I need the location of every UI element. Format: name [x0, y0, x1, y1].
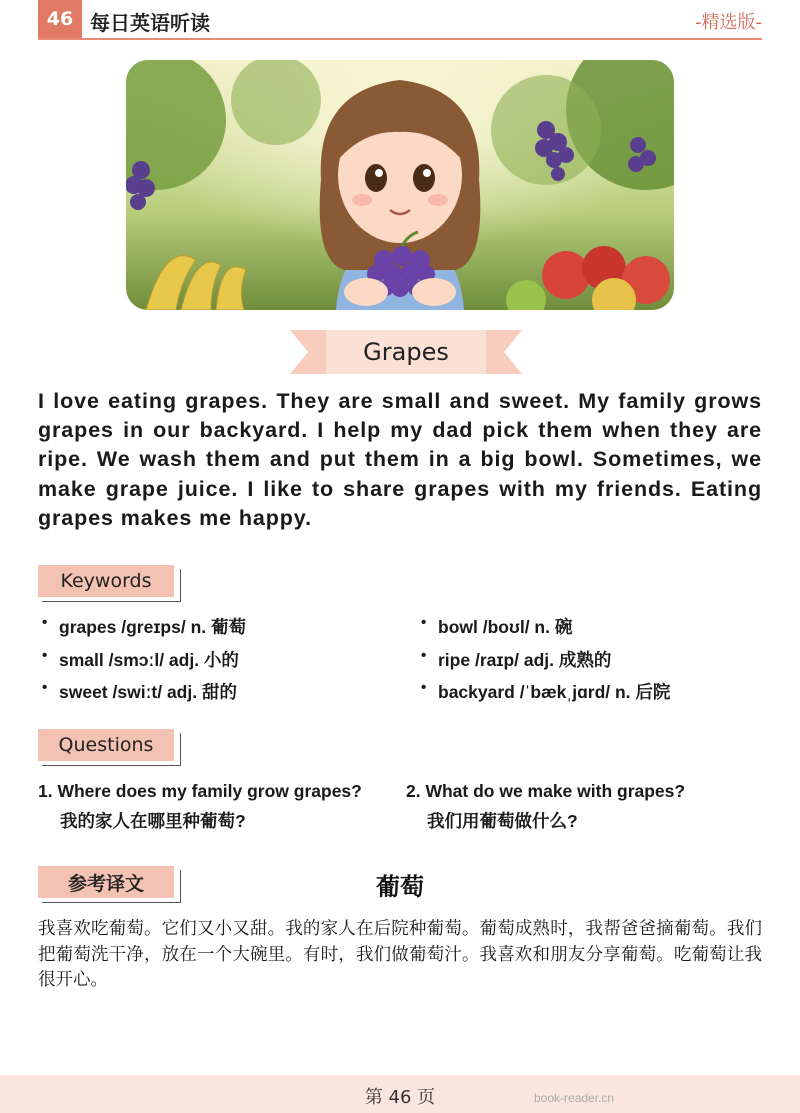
- translation-text: 我喜欢吃葡萄。它们又小又甜。我的家人在后院种葡萄。葡萄成熟时，我帮爸爸摘葡萄。我们把葡萄洗干净，放在一个大碗里。有时，我们做葡萄汁。我喜欢和朋友分享葡萄。吃葡萄让我很开心。: [38, 919, 762, 990]
- keyword-item: • small /smɔːl/ adj. 小的: [59, 647, 239, 672]
- questions-label: Questions: [38, 729, 174, 761]
- keyword-item: • grapes /greɪps/ n. 葡萄: [59, 614, 246, 639]
- question-1-en: 1. Where does my family grow grapes?: [38, 781, 362, 801]
- question-2-en: 2. What do we make with grapes?: [406, 781, 686, 801]
- question-1-zh: 我的家人在哪里种葡萄?: [60, 811, 246, 831]
- page-footer: [0, 1075, 800, 1113]
- page-number: 第 46 页: [364, 1087, 436, 1108]
- lesson-number: 46: [38, 0, 82, 38]
- title-ribbon: [290, 330, 522, 374]
- translation-label: 参考译文: [38, 866, 174, 898]
- keyword-item: • bowl /boʊl/ n. 碗: [438, 614, 572, 639]
- questions-tab: [38, 729, 180, 765]
- story-text: I love eating grapes. They are small and sweet. My family grows grapes in our backyard. I help my dad pick them when they are ripe. We wash them and put them in a big bowl. Sometimes, we make grape juice. I like to share grapes with my friends. Eating grapes makes me happy.: [38, 389, 762, 530]
- header-divider: [38, 38, 762, 40]
- keyword-item: • ripe /raɪp/ adj. 成熟的: [438, 647, 611, 672]
- keywords-label: Keywords: [38, 565, 174, 597]
- question-2-zh: 我们用葡萄做什么?: [427, 811, 578, 831]
- keyword-item: • backyard /ˈbækˌjɑrd/ n. 后院: [438, 679, 670, 704]
- page-header: [38, 0, 762, 40]
- edition-label: -精选版-: [695, 12, 762, 33]
- translation-title: 葡萄: [376, 873, 424, 901]
- keywords-tab: [38, 565, 180, 601]
- story-title: Grapes: [363, 338, 449, 366]
- translation-tab: [38, 866, 180, 902]
- book-title: 每日英语听读: [90, 11, 210, 35]
- watermark-site: book-reader.cn: [534, 1091, 615, 1105]
- keyword-item: • sweet /swiːt/ adj. 甜的: [59, 679, 237, 704]
- story-illustration: [126, 60, 674, 310]
